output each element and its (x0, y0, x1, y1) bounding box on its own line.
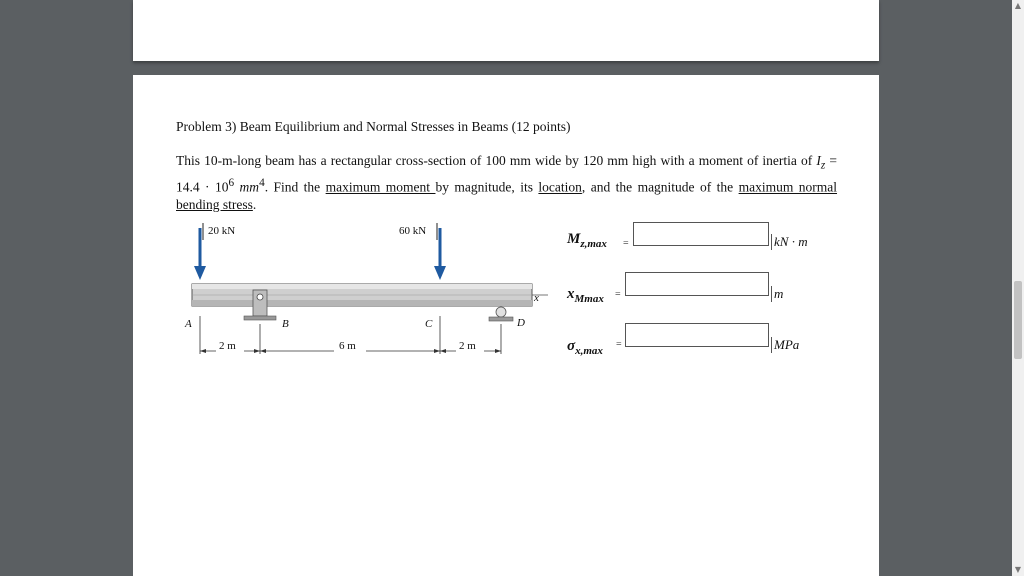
mzmax-equals: = (623, 238, 629, 249)
xmmax-input[interactable] (625, 272, 769, 296)
point-b-label: B (282, 318, 289, 330)
load-c-label: 60 kN (399, 225, 427, 237)
mzmax-symbol: M (567, 231, 581, 247)
xmmax-equals: = (615, 289, 621, 300)
x-axis-label: x (534, 292, 539, 304)
iz-value: = 14.4 · 10 (176, 153, 837, 195)
iz-unit-exponent: 4 (259, 177, 265, 190)
answer-area (563, 218, 863, 368)
iz-subscript: z (820, 159, 826, 172)
statement-text: . Find the (264, 179, 326, 195)
dimension-cd: 2 m (459, 340, 476, 352)
sigma-subscript: x,max (575, 345, 603, 358)
max-stress-underline: maximum normal bending stress (176, 179, 838, 213)
xmmax-label (567, 285, 604, 305)
location-underline: location (538, 179, 582, 195)
load-a-label: 20 kN (208, 225, 236, 237)
statement-text: This 10-m-long beam has a rectangular cross-section of 100 mm wide by 120 mm high with a moment of inertia of (176, 153, 817, 168)
document-page (133, 75, 879, 576)
xmmax-unit: m (771, 286, 783, 302)
statement-text: , and the magnitude of the (581, 179, 739, 195)
point-d-label: D (517, 317, 525, 329)
roller-support-d (489, 307, 513, 321)
problem-title: Problem 3) Beam Equilibrium and Normal Stresses in Beams (12 points) (176, 119, 571, 134)
iz-variable: I (816, 153, 821, 168)
scroll-down-icon[interactable]: ▼ (1014, 565, 1022, 574)
beam-diagram (176, 220, 556, 360)
dimension-ab: 2 m (219, 340, 236, 352)
previous-page (133, 0, 879, 61)
mzmax-input[interactable] (633, 222, 769, 246)
point-c-label: C (425, 318, 433, 330)
statement-text: by magnitude, its (435, 179, 539, 195)
load-arrow-c (434, 223, 446, 280)
sigma-max-label (567, 337, 603, 357)
point-a-label: A (185, 318, 192, 330)
sigma-max-equals: = (616, 339, 622, 350)
iz-unit: mm (234, 179, 260, 195)
sigma-symbol: σ (567, 338, 576, 354)
vertical-scrollbar[interactable] (1012, 0, 1024, 576)
mzmax-subscript: z,max (580, 238, 607, 251)
sigma-max-unit: MPa (771, 337, 799, 353)
mzmax-label (567, 230, 607, 250)
scroll-thumb[interactable] (1014, 281, 1022, 359)
xmmax-subscript: Mmax (574, 293, 604, 306)
xmmax-symbol: x (567, 286, 575, 302)
dimension-bc: 6 m (339, 340, 356, 352)
beam (192, 284, 532, 306)
scroll-up-icon[interactable]: ▲ (1014, 1, 1022, 10)
statement-text: . (252, 197, 257, 213)
sigma-max-input[interactable] (625, 323, 769, 347)
problem-statement (176, 152, 837, 214)
iz-exponent: 6 (228, 177, 235, 190)
mzmax-unit: kN · m (771, 234, 808, 250)
maximum-moment-underline: maximum moment (325, 179, 436, 195)
load-arrow-a (194, 223, 206, 280)
